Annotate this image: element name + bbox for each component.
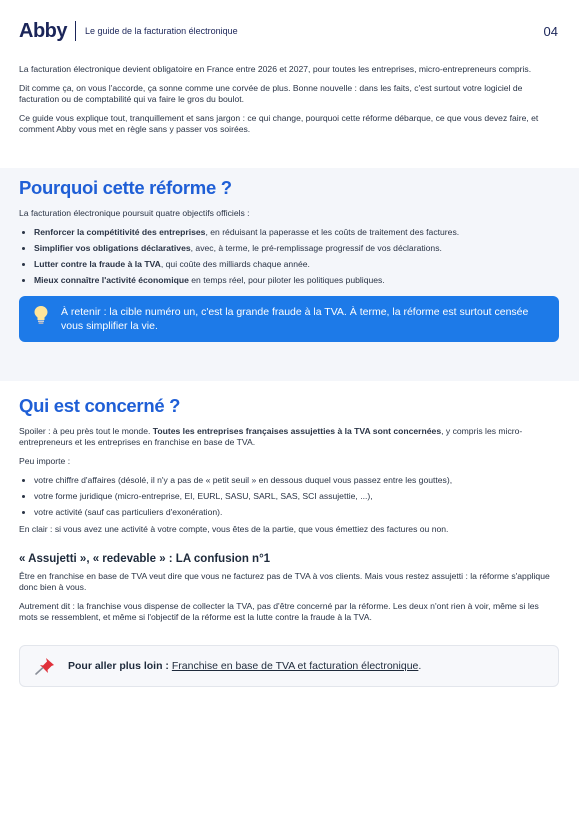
takeaway-callout <box>19 296 559 342</box>
why-section <box>19 177 559 342</box>
intro-paragraph-3: Ce guide vous explique tout, tranquillement et sans jargon : ce qui change, pourquoi cette réforme débarque, ce que vous devez faire, et comment Abby vous met en règle sans y passer vos soirées. <box>19 113 539 134</box>
page-header <box>19 18 558 44</box>
objective-item: • Simplifier vos obligations déclaratives, avec, à terme, le pré-remplissage progressif de vos déclarations. <box>34 243 559 254</box>
who-summary: En clair : si vous avez une activité à votre compte, vous êtes de la partie, que vous émettiez des factures ou non. <box>19 524 449 534</box>
further-reading-link[interactable]: Franchise en base de TVA et facturation électronique <box>171 660 419 672</box>
page-number: 04 <box>543 23 558 39</box>
header-divider <box>75 21 76 41</box>
objective-item: • Lutter contre la fraude à la TVA, qui coûte des milliards chaque année. <box>34 259 559 270</box>
intro-paragraph-1: La facturation électronique devient obligatoire en France entre 2026 et 2027, pour toutes les entreprises, micro-entrepreneurs compris. <box>19 64 532 74</box>
confusion-title: « Assujetti », « redevable » : LA confusion n°1 <box>19 553 271 565</box>
confusion-paragraph-1: Être en franchise en base de TVA veut dire que vous ne facturez pas de TVA à vos clients. Mais vous restez assujetti : la réforme s'applique donc bien à vous. <box>19 571 550 592</box>
intro-section <box>19 64 553 143</box>
peu-importe-label: Peu importe : <box>19 456 71 466</box>
who-title: Qui est concerné ? <box>19 395 181 416</box>
who-section <box>19 395 559 687</box>
criteria-item: • votre activité (sauf cas particuliers d'exonération). <box>34 507 559 518</box>
confusion-paragraph-2: Autrement dit : la franchise vous dispense de collecter la TVA, pas d'être concerné par la réforme. Les deux n'ont rien à voir, même si les mots se ressemblent, et même si l'objectif de la réforme est la lutte contre la fraude à la TVA. <box>19 601 539 622</box>
criteria-list <box>19 475 559 518</box>
objective-item: • Renforcer la compétitivité des entreprises, en réduisant la paperasse et les coûts de traitement des factures. <box>34 227 559 238</box>
criteria-item: • votre chiffre d'affaires (désolé, il n'y a pas de « petit seuil » en dessous duquel vous passez entre les gouttes), <box>34 475 559 486</box>
further-reading-box <box>19 645 559 687</box>
why-lead: La facturation électronique poursuit quatre objectifs officiels : <box>19 208 250 218</box>
spoiler-paragraph: Spoiler : à peu près tout le monde. Toutes les entreprises françaises assujetties à la TVA sont concernées, y compris les micro-entrepreneurs et les entreprises en franchise en base de TVA. <box>19 426 523 447</box>
lightbulb-icon <box>33 305 49 330</box>
header-tagline: Le guide de la facturation électronique <box>85 26 238 36</box>
abby-logo: Abby <box>19 19 67 42</box>
takeaway-text: À retenir : la cible numéro un, c'est la grande fraude à la TVA. À terme, la réforme est surtout censée vous simplifier la vie. <box>61 306 529 332</box>
objectives-list <box>19 227 559 286</box>
criteria-item: • votre forme juridique (micro-entreprise, EI, EURL, SASU, SARL, SAS, SCI assujettie, ...), <box>34 491 559 502</box>
intro-paragraph-2: Dit comme ça, on vous l'accorde, ça sonne comme une corvée de plus. Bonne nouvelle : dans les faits, c'est surtout votre logiciel de facturation ou de comptabilité qui va faire le gros du boulot. <box>19 83 523 104</box>
further-reading-text: Pour aller plus loin : Franchise en base de TVA et facturation électronique. <box>68 660 422 672</box>
why-title: Pourquoi cette réforme ? <box>19 177 232 198</box>
objective-item: • Mieux connaître l'activité économique en temps réel, pour piloter les politiques publiques. <box>34 275 559 286</box>
pushpin-icon <box>34 657 56 675</box>
